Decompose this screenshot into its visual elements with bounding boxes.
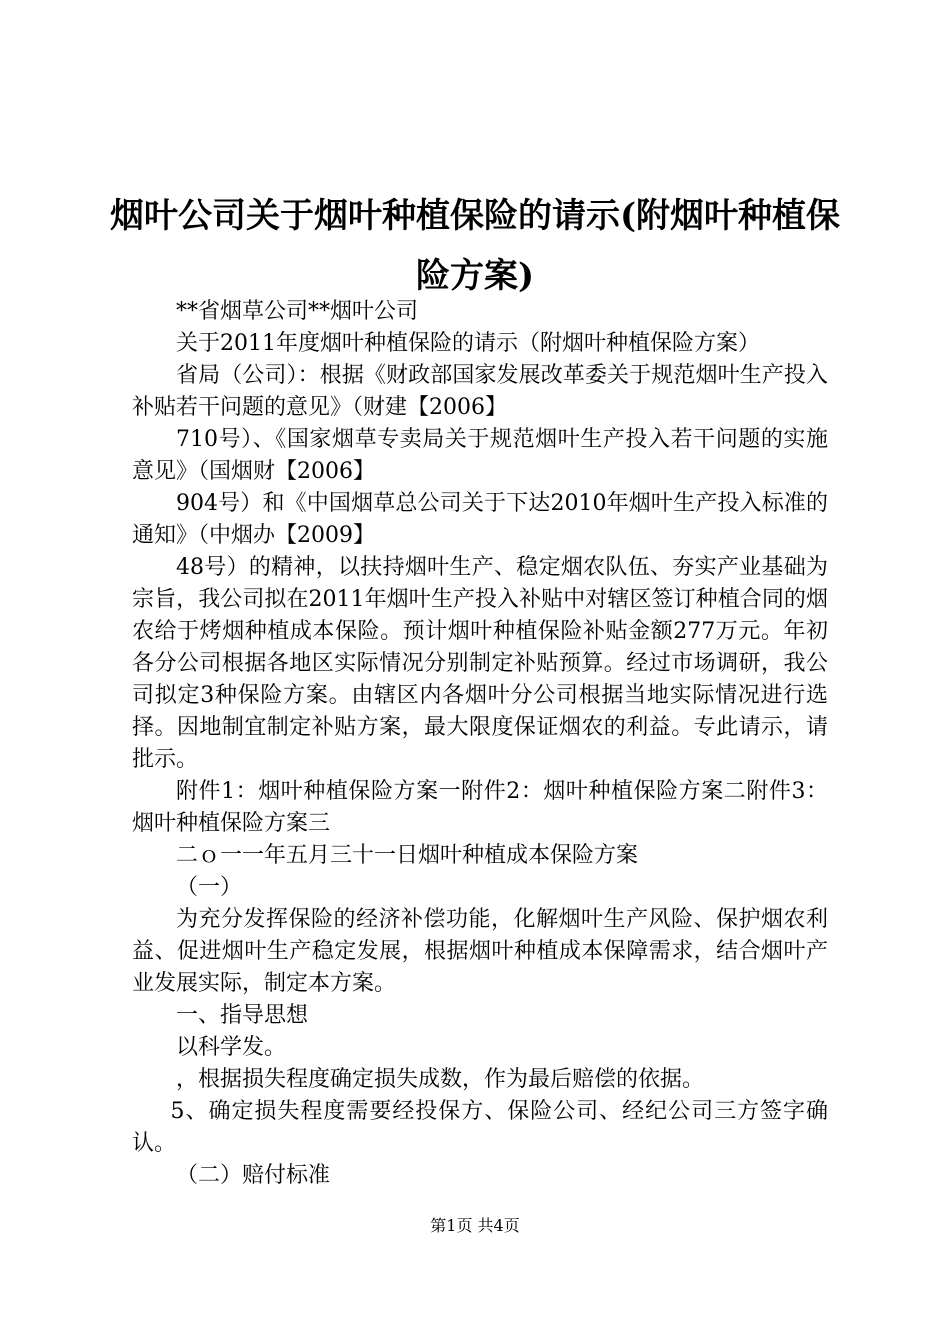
paragraph: 710号）、《国家烟草专卖局关于规范烟叶生产投入若干问题的实施意见》（国烟财【2006】 <box>132 427 828 484</box>
paragraph: 以科学发。 <box>176 1035 287 1060</box>
document-title: 烟叶公司关于烟叶种植保险的请示(附烟叶种植保险方案) <box>109 196 841 296</box>
paragraph: 904号）和《中国烟草总公司关于下达2010年烟叶生产投入标准的通知》（中烟办【2009】 <box>132 491 828 548</box>
paragraph: 48号）的精神，以扶持烟叶生产、稳定烟农队伍、夯实产业基础为宗旨，我公司拟在2011年烟叶生产投入补贴中对辖区签订种植合同的烟农给于烤烟种植成本保险。预计烟叶种植保险补贴金额277万元。年初各分公司根据各地区实际情况分别制定补贴预算。经过市场调研，我公司拟定3种保险方案。由辖区内各烟叶分公司根据当地实际情况进行选择。因地制宜制定补贴方案，最大限度保证烟农的利益。专此请示，请批示。 <box>132 555 828 772</box>
paragraph: ，根据损失程度确定损失成数，作为最后赔偿的依据。 <box>176 1067 705 1092</box>
paragraph: （一） <box>176 875 243 900</box>
paragraph: 5、确定损失程度需要经投保方、保险公司、经纪公司三方签字确认。 <box>132 1099 828 1156</box>
page-number: 第1页 共4页 <box>430 1216 520 1235</box>
paragraph: 关于2011年度烟叶种植保险的请示（附烟叶种植保险方案） <box>176 331 760 356</box>
section-heading: （二）赔付标准 <box>176 1163 331 1188</box>
document-body <box>132 296 828 1192</box>
paragraph: 附件1：烟叶种植保险方案一附件2：烟叶种植保险方案二附件3：烟叶种植保险方案三 <box>132 779 828 836</box>
paragraph: 为充分发挥保险的经济补偿功能，化解烟叶生产风险、保护烟农利益、促进烟叶生产稳定发展，根据烟叶种植成本保障需求，结合烟叶产业发展实际，制定本方案。 <box>132 907 828 996</box>
paragraph: 省局（公司）：根据《财政部国家发展改革委关于规范烟叶生产投入补贴若干问题的意见》（财建【2006】 <box>132 363 828 420</box>
paragraph: 二ｏ一一年五月三十一日烟叶种植成本保险方案 <box>176 843 639 868</box>
section-heading: 一、指导思想 <box>176 1003 309 1028</box>
paragraph: **省烟草公司**烟叶公司 <box>176 299 419 324</box>
